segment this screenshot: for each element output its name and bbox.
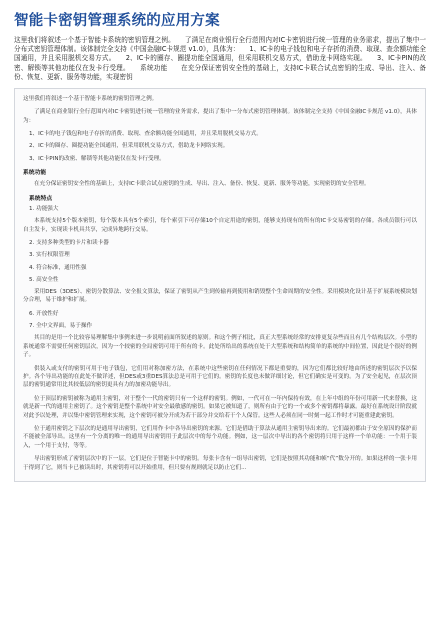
feature-item: 3. 实行权限管理: [29, 252, 70, 259]
paragraph-master-key: 位于顶层的密钥被称为通用主密钥，对于整个一代的密钥只有一个这样的密钥。例如，一代可在一年内保持有效，在上年中组的年份可用新一代来替换，这就是新一代的通用主密钥了。这个密钥是整个系统中对安全最敏感的密钥。如果它被知道了，则所有由于它的一个或多个密钥都将暴露。最好在系统设计阶段就对此予以处理，并以集中密钥管理来实现，这个密钥可被分开成为若干部分并交给若干个人保管。这些人必须在同一时刻一起工作时才可能重建此密钥。: [23, 395, 417, 419]
paragraph-keys: 供装入或支付的密钥可用于电子钱包，它们用对称加密方法，在系统中这些密钥在任何情况下都是重要的，因为它们都比较好地由所述的密钥层次予以保护。各个导出功能的在此处不做详述，但DES或3重DES算法总是可用于它们的。密钥的长度也未做详细讨论，但它们确实是可变的。为了安全起见，在层次顶层的密钥通常用比其较低层的密钥更具有力的加密功能导出。: [23, 365, 417, 389]
feature-text: 本系统支持5个版本密钥，每个版本具有5个索引，每个索引下可存储10个自定用途的密钥，能够支持现有的所有的IC卡交易密钥的存储。各成员银行可以自主发卡，实现读卡机具共享，完成异地跨行交易。: [23, 218, 417, 233]
heading-function: 系统功能: [23, 169, 47, 176]
paragraph-function: 在充分保证密钥安全性的基础上，支持IC卡联合试点密钥的生成、导出、注入、备份、恢复、更新、服务等功能，实现密钥的安全管理。: [34, 180, 370, 187]
feature-item: 7. 全中文界面，易于操作: [29, 323, 93, 330]
paragraph-derived-keys: 导出密钥形成了密钥层次中的下一层，它们是位于智能卡中的密钥。每张卡含有一组导出密钥，它们是按照其功能和帧“代”数分开的。如果这样的一张卡用于得到了它，则当卡已被读出时，其密钥将可以开始重用，但只要有规则就足以防止它们...: [23, 456, 417, 471]
list-item: 2、IC卡的圈存、圈提功能全国通用，但采用联机交易方式，借助龙卡网络实现。: [29, 143, 229, 150]
feature-item: 1. 功能强大: [29, 206, 59, 213]
paragraph-example: 其目的是用一个比较容易理解集中事例来进一步说明前面所叙述的原则。和这个例子相比，真正大型系统经常的安排更复杂些而且有几个结构层次。小型的系统通常不需要任何密钥层次，因为一个较密的全局密钥可用于所有的卡。此处所给出的系统在处于大型系统和结构简单的系统的中间位置，因此是个很好的例子。: [23, 335, 417, 359]
feature-item: 4. 符合标准，通用性强: [29, 264, 87, 271]
paragraph-derivation-key: 位于通用密钥之下层次的是通用导出密钥，它们用作卡中各导出密钥的来源。它们是借助于算法从通用主密钥导出来的。它们最初都由于安全原因的保护而不能被全部导出。这里有一个分离的唯一的通用导出密钥用于此层次中的每个功能。例如，这一层次中导出的各个密钥将只用于这样一个单功能：一个用于装入，一个用于支付，等等。: [23, 425, 417, 449]
lead-paragraph: 这里我们将叙述一个基于智能卡系统的密钥管理之例。 了满足在商业银行全行范围内对IC卡密钥进行统一管理的业务需求，提出了集中一分布式密钥管理体制。该体制完全支持《中国金融IC卡规范 v1.0》，具体为： 1、IC卡的电子钱包和电子存折的消费、取现、查余额功能全国通用，并且采用脱机交易方式。 2、IC卡的圈存、圈提功能全国通用，但采用联机交易方式，借助龙卡网络实现。 3、IC卡PIN的改密、解锁等其他功能仅在发卡行受理。 系统功能 在充分保证密钥安全性的基础上，支持IC卡联合试点密钥的生成、导出、注入、备份、恢复、更新、服务等功能，实现密钥: [14, 36, 426, 81]
feature-item: 5. 高安全性: [29, 276, 59, 283]
feature-text: 采用DES（3DES）、密钥分散算法、安全报文算法，保证了密钥从产生到传输再到使用和销毁整个生命周期的安全性。采用模块化设计基于扩展系统模块划分合理，易于维护和扩展。: [23, 289, 417, 304]
page-title: 智能卡密钥管理系统的应用方案: [14, 13, 220, 29]
feature-item: 2. 支持多种类型的卡片和读卡器: [29, 240, 109, 247]
paragraph-requirements: 了满足在商业银行全行范围内对IC卡密钥进行统一管理的业务需求，提出了集中一分布式密钥管理体制。该体制完全支持《中国金融IC卡规范 v1.0》，具体为：: [23, 109, 417, 124]
list-item: 3、IC卡PIN的改密、解锁等其他功能仅在发卡行受理。: [29, 155, 165, 162]
intro-line: 这里我们将叙述一个基于智能卡系统的密钥管理之例。: [23, 96, 158, 103]
article-box: [14, 88, 426, 482]
list-item: 1、IC卡的电子钱包和电子存折的消费、取现、查余额功能全国通用，并且采用脱机交易方式。: [29, 131, 262, 138]
feature-item: 6. 开放性好: [29, 310, 59, 317]
heading-features: 系统特点: [29, 196, 53, 203]
